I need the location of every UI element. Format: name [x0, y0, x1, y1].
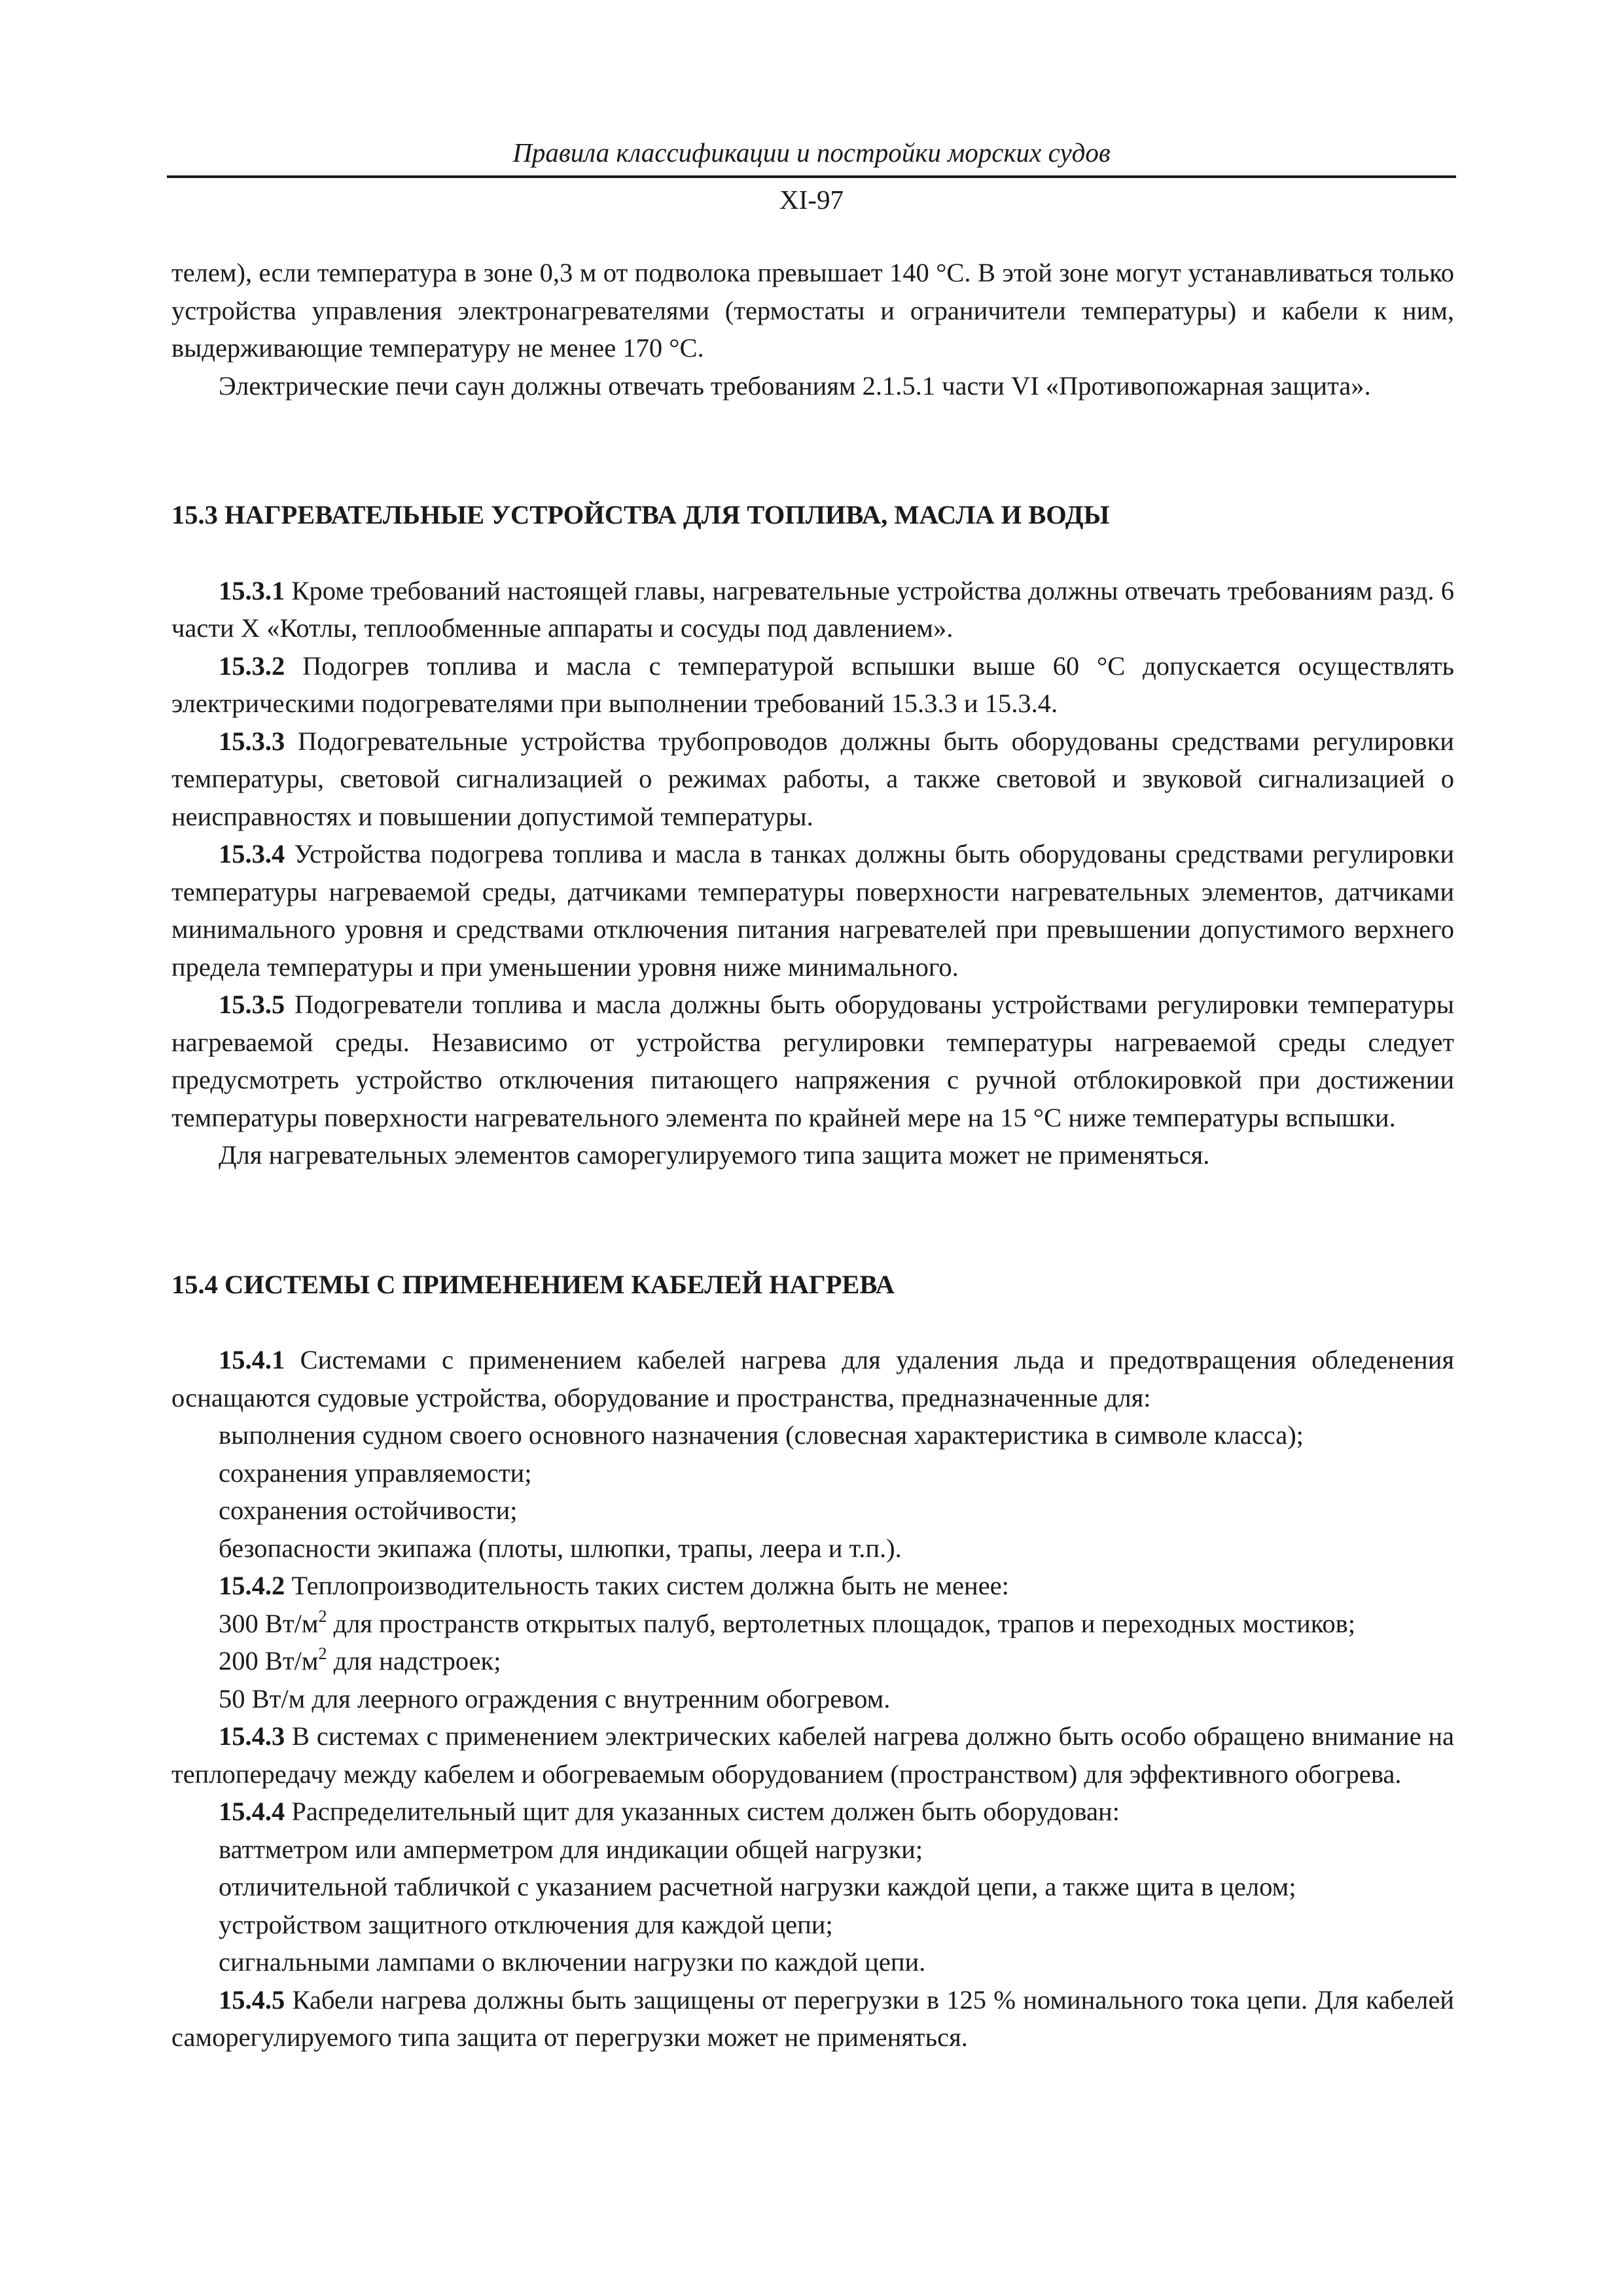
power-item: 50 Вт/м для леерного ограждения с внутренним обогревом. — [219, 1683, 891, 1713]
intro-paragraph: телем), если температура в зоне 0,3 м от подволока превышает 140 °С. В этой зоне могут устанавливаться только устройства управления электронагревателями (термостаты и ограничители температуры) и кабели к ним, выдерживающие температуру не менее 170 °С. — [171, 258, 1454, 363]
clause-text: В системах с применением электрических кабелей нагрева должно быть особо обращено внимание на теплопередачу между кабелем и обогреваемым оборудованием (пространством) для эффективного обогрева. — [171, 1721, 1454, 1789]
clause-text: Кабели нагрева должны быть защищены от перегрузки в 125 % номинального тока цепи. Для кабелей саморегулируемого типа защита от перегрузки может не применяться. — [171, 1984, 1454, 2052]
section-title: 15.4 СИСТЕМЫ С ПРИМЕНЕНИЕМ КАБЕЛЕЙ НАГРЕВА — [171, 1269, 895, 1299]
clause-text: Теплопроизводительность таких систем должна быть не менее: — [285, 1571, 1009, 1600]
running-title: Правила классификации и постройки морских судов — [512, 137, 1111, 168]
clause-text: Подогрев топлива и масла с температурой вспышки выше 60 °С допускается осуществлять электрическими подогревателями при выполнении требований 15.3.3 и 15.3.4. — [171, 651, 1454, 718]
clause-paragraph — [171, 723, 1454, 836]
clause-number: 15.3.5 — [219, 990, 285, 1019]
clause-text: Кроме требований настоящей главы, нагревательные устройства должны отвечать требованиям разд. 6 части X «Котлы, теплообменные аппараты и сосуды под давлением». — [171, 575, 1454, 643]
power-item — [171, 1642, 1454, 1680]
list-item: сигнальными лампами о включении нагрузки по каждой цепи. — [219, 1947, 926, 1977]
clause-text: Системами с применением кабелей нагрева для удаления льда и предотвращения обледенения оснащаются судовые устройства, оборудование и пространства, предназначенные для: — [171, 1345, 1454, 1412]
power-exponent: 2 — [318, 1644, 327, 1663]
power-value: 300 Вт/м — [219, 1608, 319, 1638]
page-number: XI-97 — [779, 185, 844, 215]
clause-number: 15.4.4 — [219, 1797, 285, 1826]
clause-number: 15.3.3 — [219, 726, 285, 756]
clause-number: 15.4.5 — [219, 1984, 285, 2015]
clause-number: 15.4.3 — [219, 1721, 285, 1751]
clause-text: Подогреватели топлива и масла должны быть оборудованы устройствами регулировки температуры нагреваемой среды. Независимо от устройства регулировки температуры нагреваемой среды следует предусмотреть устройство отключения питающего напряжения с ручной отблокировкой при достижении температуры поверхности нагревательного элемента по крайней мере на 15 °С ниже температуры вспышки. — [171, 990, 1454, 1132]
clause-number: 15.4.2 — [219, 1571, 285, 1600]
list-item: отличительной табличкой с указанием расчетной нагрузки каждой цепи, а также щита в целом; — [219, 1872, 1296, 1901]
power-text: для пространств открытых палуб, вертолетных площадок, трапов и переходных мостиков; — [327, 1608, 1355, 1638]
clause-text: Распределительный щит для указанных систем должен быть оборудован: — [285, 1797, 1120, 1826]
list-item: устройством защитного отключения для каждой цепи; — [219, 1909, 833, 1939]
clause-paragraph — [171, 572, 1454, 647]
clause-paragraph — [171, 1981, 1454, 2056]
list-item: ваттметром или амперметром для индикации общей нагрузки; — [219, 1834, 923, 1864]
clause-paragraph — [171, 986, 1454, 1136]
power-item — [171, 1605, 1454, 1643]
clause-text: Устройства подогрева топлива и масла в танках должны быть оборудованы средствами регулировки температуры нагреваемой среды, датчиками температуры поверхности нагревательных элементов, датчиками минимального уровня и средствами отключения питания нагревателей при превышении допустимого верхнего предела температуры и при уменьшении уровня ниже минимального. — [171, 839, 1454, 982]
list-item: безопасности экипажа (плоты, шлюпки, трапы, леера и т.п.). — [219, 1533, 902, 1563]
clause-paragraph — [171, 1717, 1454, 1793]
list-item: сохранения управляемости; — [219, 1458, 532, 1488]
power-text: для надстроек; — [327, 1646, 501, 1676]
clause-number: 15.3.4 — [219, 839, 285, 869]
header-rule — [167, 175, 1456, 178]
clause-number: 15.4.1 — [219, 1345, 285, 1374]
power-exponent: 2 — [318, 1606, 327, 1626]
power-value: 200 Вт/м — [219, 1646, 319, 1676]
clause-paragraph — [171, 1341, 1454, 1416]
clause-text: Подогревательные устройства трубопроводов должны быть оборудованы средствами регулировки температуры, световой сигнализацией о режимах работы, а также световой и звуковой сигнализацией о неисправностях и повышении допустимой температуры. — [171, 726, 1454, 831]
clause-paragraph — [171, 835, 1454, 986]
clause-number: 15.3.2 — [219, 651, 285, 681]
body-text — [171, 254, 1454, 2056]
intro-paragraph: Электрические печи саун должны отвечать требованиям 2.1.5.1 части VI «Противопожарная защита». — [219, 370, 1371, 401]
clause-paragraph — [171, 1793, 1454, 1831]
clause-paragraph — [171, 1567, 1454, 1605]
list-item: сохранения остойчивости; — [219, 1496, 518, 1525]
closing-paragraph: Для нагревательных элементов саморегулируемого типа защита может не применяться. — [219, 1140, 1210, 1170]
list-item: выполнения судном своего основного назначения (словесная характеристика в символе класса); — [219, 1420, 1304, 1450]
clause-paragraph — [171, 647, 1454, 723]
section-title: 15.3 НАГРЕВАТЕЛЬНЫЕ УСТРОЙСТВА ДЛЯ ТОПЛИВА, МАСЛА И ВОДЫ — [171, 500, 1110, 529]
clause-number: 15.3.1 — [219, 575, 285, 605]
